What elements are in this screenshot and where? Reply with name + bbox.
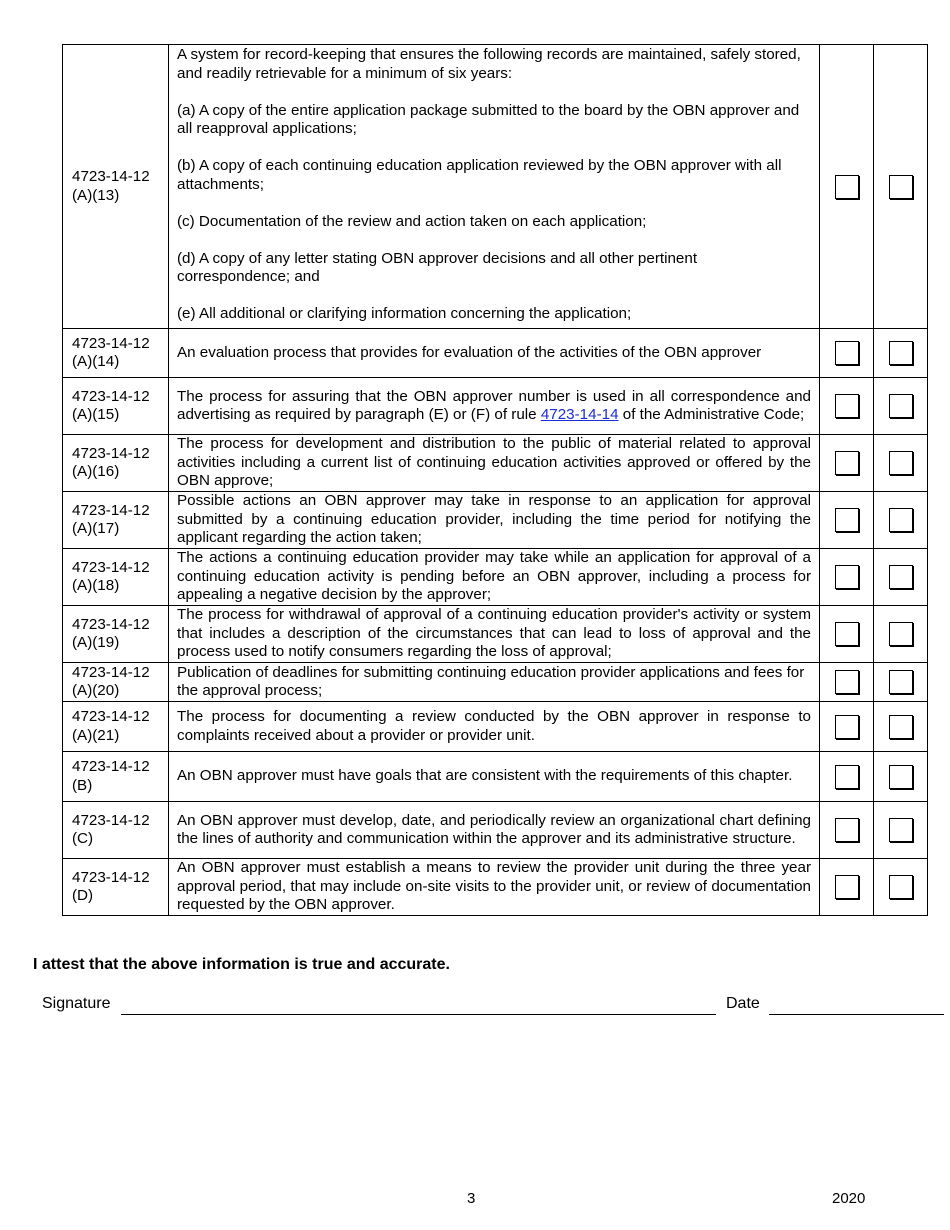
description-cell: An evaluation process that provides for evaluation of the activities of the OBN approver xyxy=(169,329,820,378)
checkbox-cell-1 xyxy=(820,859,874,916)
description-paragraph: (c) Documentation of the review and action taken on each application; xyxy=(177,212,647,230)
checkbox[interactable] xyxy=(889,622,913,646)
rule-number-part-2: (B) xyxy=(72,776,93,794)
rule-cell xyxy=(63,606,169,663)
checkbox-cell-1 xyxy=(820,752,874,802)
rule-cell xyxy=(63,549,169,606)
checkbox-cell-2 xyxy=(874,549,928,606)
rule-number-part-2: (A)(21) xyxy=(72,726,120,744)
checkbox-cell-2 xyxy=(874,378,928,435)
checkbox[interactable] xyxy=(889,175,913,199)
page-number: 3 xyxy=(467,1190,476,1207)
rule-number-part-2: (A)(19) xyxy=(72,634,120,651)
date-line[interactable] xyxy=(769,1014,944,1015)
description-paragraph: A system for record-keeping that ensures the following records are maintained, safely stored, and readily retrievable for a minimum of six years: xyxy=(177,46,801,82)
description-cell: The process for withdrawal of approval of a continuing education provider's activity or system that includes a description of the circumstances that can lead to loss of approval and the process used to notify consumers regarding the loss of approval; xyxy=(169,606,820,663)
checkbox-cell-1 xyxy=(820,549,874,606)
checkbox[interactable] xyxy=(835,670,859,694)
rule-number-part-2: (A)(14) xyxy=(72,353,120,370)
description-cell: An OBN approver must have goals that are consistent with the requirements of this chapter. xyxy=(169,752,820,802)
checkbox[interactable] xyxy=(835,715,859,739)
description-cell: Possible actions an OBN approver may take in response to an application for approval submitted by a continuing education provider, including the time period for notifying the applicant regarding the action taken; xyxy=(169,492,820,549)
rule-number-part-2: (C) xyxy=(72,830,94,847)
date-label: Date xyxy=(726,995,760,1012)
rule-number-part-2: (A)(16) xyxy=(72,463,120,480)
rule-number-part-1: 4723-14-12 xyxy=(72,758,150,775)
checkbox[interactable] xyxy=(889,508,913,532)
checkbox[interactable] xyxy=(889,394,913,418)
rule-number-part-1: 4723-14-12 xyxy=(72,558,150,576)
table-row xyxy=(63,329,928,378)
checkbox[interactable] xyxy=(835,451,859,475)
checkbox-cell-1 xyxy=(820,663,874,702)
rule-cell xyxy=(63,378,169,435)
description-cell: The process for development and distribution to the public of material related to approval activities including a current list of continuing education activities approved or offered by the OBN approve; xyxy=(169,435,820,492)
checkbox[interactable] xyxy=(889,341,913,365)
attestation-statement: I attest that the above information is true and accurate. xyxy=(33,956,450,973)
table-row xyxy=(63,663,928,702)
checkbox-cell-2 xyxy=(874,663,928,702)
checkbox[interactable] xyxy=(835,875,859,899)
signature-line[interactable] xyxy=(121,1014,716,1015)
rule-link[interactable]: 4723-14-14 xyxy=(540,406,619,423)
rule-cell xyxy=(63,752,169,802)
checkbox-cell-2 xyxy=(874,802,928,859)
checkbox-cell-1 xyxy=(820,492,874,549)
rule-cell xyxy=(63,663,169,702)
checkbox[interactable] xyxy=(889,565,913,589)
checkbox-cell-2 xyxy=(874,45,928,329)
rule-number-part-1: 4723-14-12 xyxy=(72,811,150,829)
footer-year: 2020 xyxy=(832,1190,866,1207)
checkbox[interactable] xyxy=(835,622,859,646)
rule-number-part-2: (A)(18) xyxy=(72,577,120,594)
checkbox[interactable] xyxy=(889,818,913,842)
description-cell: Publication of deadlines for submitting continuing education provider applications and fees for the approval process; xyxy=(169,663,820,702)
checkbox[interactable] xyxy=(835,175,859,199)
description-text: The process for assuring that the OBN approver number is used in all correspondence and advertising as required by paragraph (E) or (F) of rule xyxy=(177,387,811,423)
checkbox-cell-2 xyxy=(874,329,928,378)
rule-cell xyxy=(63,802,169,859)
table-row xyxy=(63,702,928,752)
table-row xyxy=(63,859,928,916)
table-row xyxy=(63,752,928,802)
checkbox-cell-1 xyxy=(820,378,874,435)
checkbox-cell-2 xyxy=(874,606,928,663)
checkbox-cell-2 xyxy=(874,859,928,916)
rule-cell xyxy=(63,492,169,549)
checkbox-cell-2 xyxy=(874,752,928,802)
rule-cell xyxy=(63,329,169,378)
checkbox-cell-2 xyxy=(874,702,928,752)
rule-number-part-1: 4723-14-12 xyxy=(72,615,150,633)
rule-cell xyxy=(63,435,169,492)
checkbox[interactable] xyxy=(889,451,913,475)
checkbox[interactable] xyxy=(835,565,859,589)
description-cell: An OBN approver must establish a means to review the provider unit during the three year approval period, that may include on-site visits to the provider unit, or review of documentation requested by the OBN approver. xyxy=(169,859,820,916)
description-cell xyxy=(169,378,820,435)
rule-number-part-1: 4723-14-12 xyxy=(72,334,150,352)
description-cell: An OBN approver must develop, date, and periodically review an organizational chart defining the lines of authority and communication within the approver and its administrative structure. xyxy=(169,802,820,859)
checkbox[interactable] xyxy=(889,715,913,739)
checkbox-cell-1 xyxy=(820,329,874,378)
checkbox-cell-1 xyxy=(820,802,874,859)
checkbox[interactable] xyxy=(835,765,859,789)
rule-cell xyxy=(63,702,169,752)
rule-number-part-1: 4723-14-12 xyxy=(72,708,150,725)
rule-number-part-2: (A)(13) xyxy=(72,186,120,204)
checkbox[interactable] xyxy=(835,394,859,418)
rule-number-part-1: 4723-14-12 xyxy=(72,663,150,681)
description-text: of the Administrative Code; xyxy=(618,406,805,423)
table-row xyxy=(63,435,928,492)
checkbox-cell-1 xyxy=(820,435,874,492)
checkbox-cell-1 xyxy=(820,45,874,329)
description-paragraph: (b) A copy of each continuing education application reviewed by the OBN approver with all attachments; xyxy=(177,157,782,193)
rule-number-part-2: (A)(15) xyxy=(72,406,120,423)
rule-number-part-1: 4723-14-12 xyxy=(72,387,150,405)
description-cell xyxy=(169,45,820,329)
description-cell: The actions a continuing education provider may take while an application for approval of a continuing education activity is pending before an OBN approver, including a process for appealing a negative decision by the approver; xyxy=(169,549,820,606)
rule-number-part-1: 4723-14-12 xyxy=(72,168,150,185)
rule-cell xyxy=(63,859,169,916)
description-paragraph: (a) A copy of the entire application package submitted to the board by the OBN approver and all reapproval applications; xyxy=(177,101,800,137)
checkbox[interactable] xyxy=(889,670,913,694)
signature-label: Signature xyxy=(42,995,111,1012)
checkbox-cell-1 xyxy=(820,606,874,663)
checkbox[interactable] xyxy=(835,341,859,365)
table-row xyxy=(63,492,928,549)
rule-number-part-2: (A)(20) xyxy=(72,682,120,699)
checkbox[interactable] xyxy=(835,818,859,842)
table-row xyxy=(63,802,928,859)
checkbox[interactable] xyxy=(889,875,913,899)
checkbox[interactable] xyxy=(835,508,859,532)
table-row xyxy=(63,549,928,606)
checkbox-cell-1 xyxy=(820,702,874,752)
description-paragraph: (d) A copy of any letter stating OBN approver decisions and all other pertinent correspondence; and xyxy=(177,249,698,285)
rule-cell xyxy=(63,45,169,329)
rule-number-part-1: 4723-14-12 xyxy=(72,501,150,519)
description-paragraph: (e) All additional or clarifying information concerning the application; xyxy=(177,305,632,322)
rule-number-part-1: 4723-14-12 xyxy=(72,868,150,886)
checkbox-cell-2 xyxy=(874,435,928,492)
table-row xyxy=(63,606,928,663)
rule-number-part-1: 4723-14-12 xyxy=(72,444,150,462)
requirements-table xyxy=(62,44,928,916)
description-cell: The process for documenting a review conducted by the OBN approver in response to complaints received about a provider or provider unit. xyxy=(169,702,820,752)
checkbox-cell-2 xyxy=(874,492,928,549)
table-row xyxy=(63,378,928,435)
rule-number-part-2: (D) xyxy=(72,887,94,904)
table-row xyxy=(63,45,928,329)
rule-number-part-2: (A)(17) xyxy=(72,520,120,537)
checkbox[interactable] xyxy=(889,765,913,789)
